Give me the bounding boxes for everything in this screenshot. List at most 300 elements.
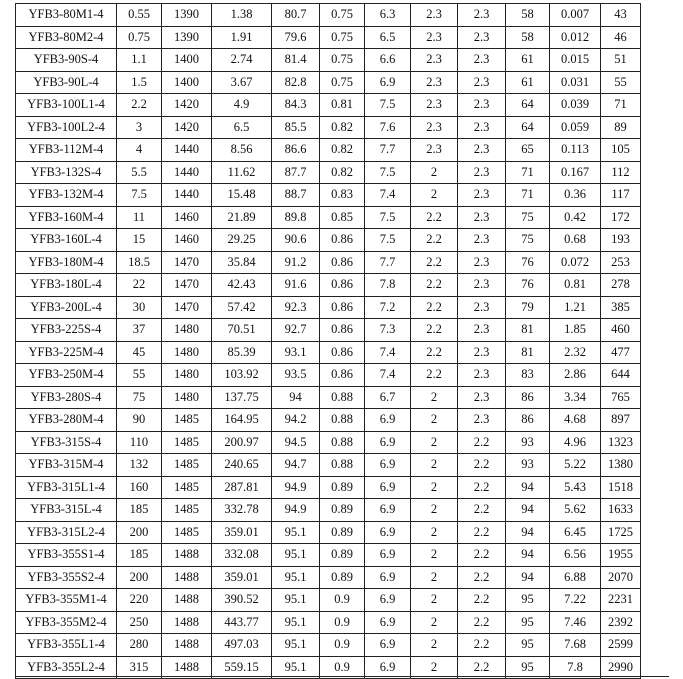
value-cell: 2.3 — [458, 386, 506, 409]
value-cell: 1633 — [601, 499, 641, 522]
value-cell: 0.82 — [320, 161, 365, 184]
value-cell: 2.2 — [411, 341, 458, 364]
value-cell: 0.012 — [550, 26, 601, 49]
value-cell: 90.6 — [272, 229, 320, 252]
value-cell: 1440 — [162, 139, 212, 162]
value-cell: 91.2 — [272, 251, 320, 274]
value-cell: 6.9 — [365, 499, 411, 522]
value-cell: 2.3 — [458, 71, 506, 94]
model-cell: YFB3-132S-4 — [16, 161, 117, 184]
value-cell: 75 — [506, 206, 550, 229]
table-row — [16, 386, 641, 409]
value-cell: 7.4 — [365, 341, 411, 364]
table-row — [16, 206, 641, 229]
table-row — [16, 589, 641, 612]
table-row — [16, 26, 641, 49]
model-cell: YFB3-132M-4 — [16, 184, 117, 207]
value-cell: 2.3 — [411, 139, 458, 162]
model-cell: YFB3-200L-4 — [16, 296, 117, 319]
model-cell: YFB3-100L2-4 — [16, 116, 117, 139]
table-row — [16, 364, 641, 387]
value-cell: 5.43 — [550, 476, 601, 499]
value-cell: 6.9 — [365, 409, 411, 432]
value-cell: 58 — [506, 26, 550, 49]
value-cell: 15.48 — [212, 184, 272, 207]
value-cell: 1420 — [162, 94, 212, 117]
value-cell: 2 — [411, 409, 458, 432]
value-cell: 1485 — [162, 521, 212, 544]
value-cell: 0.81 — [320, 94, 365, 117]
value-cell: 1390 — [162, 26, 212, 49]
value-cell: 200 — [117, 566, 162, 589]
value-cell: 6.9 — [365, 656, 411, 679]
value-cell: 2.3 — [411, 71, 458, 94]
value-cell: 0.86 — [320, 319, 365, 342]
value-cell: 2.2 — [458, 566, 506, 589]
value-cell: 6.9 — [365, 71, 411, 94]
value-cell: 4.96 — [550, 431, 601, 454]
model-cell: YFB3-160L-4 — [16, 229, 117, 252]
value-cell: 2599 — [601, 634, 641, 657]
value-cell: 0.89 — [320, 499, 365, 522]
value-cell: 559.15 — [212, 656, 272, 679]
value-cell: 1480 — [162, 319, 212, 342]
value-cell: 1518 — [601, 476, 641, 499]
value-cell: 7.4 — [365, 184, 411, 207]
value-cell: 0.68 — [550, 229, 601, 252]
value-cell: 385 — [601, 296, 641, 319]
value-cell: 7.5 — [365, 161, 411, 184]
value-cell: 2990 — [601, 656, 641, 679]
model-cell: YFB3-355S2-4 — [16, 566, 117, 589]
value-cell: 2.2 — [411, 319, 458, 342]
value-cell: 2 — [411, 161, 458, 184]
model-cell: YFB3-355L1-4 — [16, 634, 117, 657]
value-cell: 7.8 — [550, 656, 601, 679]
value-cell: 0.36 — [550, 184, 601, 207]
value-cell: 2.3 — [458, 364, 506, 387]
value-cell: 37 — [117, 319, 162, 342]
value-cell: 1480 — [162, 364, 212, 387]
value-cell: 2231 — [601, 589, 641, 612]
value-cell: 253 — [601, 251, 641, 274]
value-cell: 21.89 — [212, 206, 272, 229]
value-cell: 1390 — [162, 4, 212, 27]
value-cell: 2.3 — [458, 229, 506, 252]
table-row — [16, 319, 641, 342]
value-cell: 45 — [117, 341, 162, 364]
value-cell: 477 — [601, 341, 641, 364]
value-cell: 2.3 — [458, 139, 506, 162]
value-cell: 1470 — [162, 274, 212, 297]
value-cell: 2.3 — [458, 94, 506, 117]
table-row — [16, 611, 641, 634]
model-cell: YFB3-280S-4 — [16, 386, 117, 409]
value-cell: 0.85 — [320, 206, 365, 229]
value-cell: 0.059 — [550, 116, 601, 139]
value-cell: 7.7 — [365, 251, 411, 274]
value-cell: 1460 — [162, 206, 212, 229]
value-cell: 95.1 — [272, 566, 320, 589]
value-cell: 0.86 — [320, 341, 365, 364]
value-cell: 200 — [117, 521, 162, 544]
value-cell: 7.4 — [365, 364, 411, 387]
value-cell: 1485 — [162, 409, 212, 432]
table-row — [16, 251, 641, 274]
value-cell: 57.42 — [212, 296, 272, 319]
value-cell: 30 — [117, 296, 162, 319]
model-cell: YFB3-315L-4 — [16, 499, 117, 522]
value-cell: 2.74 — [212, 49, 272, 72]
value-cell: 0.86 — [320, 364, 365, 387]
value-cell: 1485 — [162, 476, 212, 499]
value-cell: 0.86 — [320, 251, 365, 274]
value-cell: 88.7 — [272, 184, 320, 207]
value-cell: 58 — [506, 4, 550, 27]
value-cell: 359.01 — [212, 566, 272, 589]
value-cell: 1460 — [162, 229, 212, 252]
value-cell: 95 — [506, 656, 550, 679]
value-cell: 1323 — [601, 431, 641, 454]
value-cell: 89 — [601, 116, 641, 139]
value-cell: 64 — [506, 94, 550, 117]
table-row — [16, 296, 641, 319]
value-cell: 6.9 — [365, 566, 411, 589]
model-cell: YFB3-355S1-4 — [16, 544, 117, 567]
value-cell: 2.3 — [411, 26, 458, 49]
value-cell: 278 — [601, 274, 641, 297]
table-row — [16, 499, 641, 522]
value-cell: 46 — [601, 26, 641, 49]
value-cell: 92.7 — [272, 319, 320, 342]
value-cell: 2 — [411, 656, 458, 679]
value-cell: 2.3 — [458, 319, 506, 342]
value-cell: 55 — [601, 71, 641, 94]
value-cell: 172 — [601, 206, 641, 229]
value-cell: 2.2 — [458, 589, 506, 612]
value-cell: 0.86 — [320, 274, 365, 297]
value-cell: 93 — [506, 454, 550, 477]
value-cell: 94 — [506, 566, 550, 589]
model-cell: YFB3-90L-4 — [16, 71, 117, 94]
model-cell: YFB3-355L2-4 — [16, 656, 117, 679]
table-row — [16, 274, 641, 297]
value-cell: 0.86 — [320, 296, 365, 319]
value-cell: 70.51 — [212, 319, 272, 342]
table-row — [16, 431, 641, 454]
value-cell: 0.75 — [117, 26, 162, 49]
value-cell: 2 — [411, 544, 458, 567]
value-cell: 200.97 — [212, 431, 272, 454]
value-cell: 81.4 — [272, 49, 320, 72]
value-cell: 2.86 — [550, 364, 601, 387]
value-cell: 1.91 — [212, 26, 272, 49]
value-cell: 11 — [117, 206, 162, 229]
value-cell: 2.2 — [458, 454, 506, 477]
value-cell: 0.89 — [320, 521, 365, 544]
value-cell: 95.1 — [272, 589, 320, 612]
value-cell: 75 — [506, 229, 550, 252]
value-cell: 7.5 — [365, 206, 411, 229]
value-cell: 84.3 — [272, 94, 320, 117]
table-row — [16, 161, 641, 184]
value-cell: 2 — [411, 476, 458, 499]
value-cell: 7.5 — [117, 184, 162, 207]
model-cell: YFB3-355M1-4 — [16, 589, 117, 612]
value-cell: 94.9 — [272, 499, 320, 522]
value-cell: 6.88 — [550, 566, 601, 589]
value-cell: 765 — [601, 386, 641, 409]
value-cell: 76 — [506, 274, 550, 297]
value-cell: 193 — [601, 229, 641, 252]
value-cell: 3 — [117, 116, 162, 139]
value-cell: 5.5 — [117, 161, 162, 184]
value-cell: 112 — [601, 161, 641, 184]
value-cell: 315 — [117, 656, 162, 679]
value-cell: 75 — [117, 386, 162, 409]
value-cell: 94 — [506, 499, 550, 522]
value-cell: 0.9 — [320, 611, 365, 634]
value-cell: 2.2 — [458, 544, 506, 567]
value-cell: 2.2 — [411, 274, 458, 297]
value-cell: 4 — [117, 139, 162, 162]
model-cell: YFB3-225S-4 — [16, 319, 117, 342]
value-cell: 1400 — [162, 71, 212, 94]
value-cell: 117 — [601, 184, 641, 207]
value-cell: 2 — [411, 566, 458, 589]
value-cell: 2.3 — [411, 94, 458, 117]
table-row — [16, 476, 641, 499]
model-cell: YFB3-100L1-4 — [16, 94, 117, 117]
value-cell: 64 — [506, 116, 550, 139]
value-cell: 1480 — [162, 341, 212, 364]
value-cell: 1470 — [162, 251, 212, 274]
value-cell: 93.5 — [272, 364, 320, 387]
value-cell: 2.2 — [458, 634, 506, 657]
value-cell: 0.75 — [320, 4, 365, 27]
value-cell: 2.32 — [550, 341, 601, 364]
value-cell: 95.1 — [272, 634, 320, 657]
value-cell: 86 — [506, 409, 550, 432]
value-cell: 71 — [506, 161, 550, 184]
value-cell: 94.5 — [272, 431, 320, 454]
value-cell: 6.5 — [212, 116, 272, 139]
value-cell: 3.67 — [212, 71, 272, 94]
value-cell: 390.52 — [212, 589, 272, 612]
model-cell: YFB3-315L1-4 — [16, 476, 117, 499]
table-row — [16, 71, 641, 94]
value-cell: 2.3 — [458, 184, 506, 207]
value-cell: 86 — [506, 386, 550, 409]
value-cell: 1485 — [162, 431, 212, 454]
model-cell: YFB3-160M-4 — [16, 206, 117, 229]
value-cell: 80.7 — [272, 4, 320, 27]
value-cell: 76 — [506, 251, 550, 274]
value-cell: 7.7 — [365, 139, 411, 162]
value-cell: 1955 — [601, 544, 641, 567]
value-cell: 93.1 — [272, 341, 320, 364]
model-cell: YFB3-225M-4 — [16, 341, 117, 364]
value-cell: 220 — [117, 589, 162, 612]
value-cell: 2.3 — [458, 49, 506, 72]
value-cell: 0.89 — [320, 544, 365, 567]
value-cell: 95 — [506, 634, 550, 657]
value-cell: 2.3 — [458, 161, 506, 184]
value-cell: 332.78 — [212, 499, 272, 522]
value-cell: 61 — [506, 49, 550, 72]
value-cell: 1485 — [162, 454, 212, 477]
table-row — [16, 521, 641, 544]
value-cell: 1480 — [162, 386, 212, 409]
value-cell: 1400 — [162, 49, 212, 72]
value-cell: 6.9 — [365, 476, 411, 499]
value-cell: 51 — [601, 49, 641, 72]
value-cell: 1.1 — [117, 49, 162, 72]
value-cell: 103.92 — [212, 364, 272, 387]
value-cell: 0.88 — [320, 454, 365, 477]
value-cell: 0.072 — [550, 251, 601, 274]
model-cell: YFB3-355M2-4 — [16, 611, 117, 634]
value-cell: 7.22 — [550, 589, 601, 612]
value-cell: 3.34 — [550, 386, 601, 409]
value-cell: 79 — [506, 296, 550, 319]
value-cell: 82.8 — [272, 71, 320, 94]
value-cell: 2 — [411, 611, 458, 634]
value-cell: 15 — [117, 229, 162, 252]
value-cell: 95.1 — [272, 521, 320, 544]
table-row — [16, 94, 641, 117]
value-cell: 185 — [117, 544, 162, 567]
value-cell: 2 — [411, 431, 458, 454]
value-cell: 2.3 — [458, 26, 506, 49]
table-row — [16, 409, 641, 432]
value-cell: 43 — [601, 4, 641, 27]
value-cell: 85.5 — [272, 116, 320, 139]
value-cell: 65 — [506, 139, 550, 162]
value-cell: 6.5 — [365, 26, 411, 49]
value-cell: 95 — [506, 589, 550, 612]
value-cell: 2.3 — [458, 274, 506, 297]
value-cell: 11.62 — [212, 161, 272, 184]
value-cell: 2 — [411, 521, 458, 544]
value-cell: 1725 — [601, 521, 641, 544]
value-cell: 1488 — [162, 611, 212, 634]
value-cell: 110 — [117, 431, 162, 454]
value-cell: 6.56 — [550, 544, 601, 567]
value-cell: 1.5 — [117, 71, 162, 94]
value-cell: 5.62 — [550, 499, 601, 522]
value-cell: 0.039 — [550, 94, 601, 117]
value-cell: 160 — [117, 476, 162, 499]
model-cell: YFB3-280M-4 — [16, 409, 117, 432]
value-cell: 22 — [117, 274, 162, 297]
value-cell: 1.85 — [550, 319, 601, 342]
value-cell: 1488 — [162, 566, 212, 589]
value-cell: 2.2 — [411, 296, 458, 319]
value-cell: 0.55 — [117, 4, 162, 27]
value-cell: 42.43 — [212, 274, 272, 297]
table-row — [16, 634, 641, 657]
value-cell: 6.45 — [550, 521, 601, 544]
value-cell: 2.2 — [458, 476, 506, 499]
value-cell: 55 — [117, 364, 162, 387]
value-cell: 132 — [117, 454, 162, 477]
value-cell: 0.75 — [320, 26, 365, 49]
value-cell: 4.68 — [550, 409, 601, 432]
value-cell: 6.7 — [365, 386, 411, 409]
value-cell: 61 — [506, 71, 550, 94]
value-cell: 95.1 — [272, 611, 320, 634]
model-cell: YFB3-315S-4 — [16, 431, 117, 454]
value-cell: 71 — [506, 184, 550, 207]
motor-spec-table — [15, 3, 641, 679]
model-cell: YFB3-112M-4 — [16, 139, 117, 162]
value-cell: 7.5 — [365, 94, 411, 117]
value-cell: 0.82 — [320, 116, 365, 139]
value-cell: 7.2 — [365, 296, 411, 319]
value-cell: 18.5 — [117, 251, 162, 274]
value-cell: 250 — [117, 611, 162, 634]
value-cell: 86.6 — [272, 139, 320, 162]
model-cell: YFB3-315L2-4 — [16, 521, 117, 544]
value-cell: 7.5 — [365, 229, 411, 252]
value-cell: 1440 — [162, 184, 212, 207]
value-cell: 137.75 — [212, 386, 272, 409]
value-cell: 92.3 — [272, 296, 320, 319]
model-cell: YFB3-315M-4 — [16, 454, 117, 477]
value-cell: 94 — [506, 544, 550, 567]
value-cell: 83 — [506, 364, 550, 387]
value-cell: 7.68 — [550, 634, 601, 657]
value-cell: 2.3 — [411, 116, 458, 139]
value-cell: 29.25 — [212, 229, 272, 252]
value-cell: 2.2 — [411, 251, 458, 274]
value-cell: 2.2 — [411, 364, 458, 387]
value-cell: 0.75 — [320, 71, 365, 94]
value-cell: 1440 — [162, 161, 212, 184]
value-cell: 1380 — [601, 454, 641, 477]
value-cell: 2.2 — [458, 499, 506, 522]
value-cell: 2392 — [601, 611, 641, 634]
value-cell: 7.6 — [365, 116, 411, 139]
value-cell: 0.81 — [550, 274, 601, 297]
value-cell: 94.7 — [272, 454, 320, 477]
value-cell: 6.9 — [365, 589, 411, 612]
value-cell: 2 — [411, 634, 458, 657]
value-cell: 79.6 — [272, 26, 320, 49]
value-cell: 280 — [117, 634, 162, 657]
value-cell: 897 — [601, 409, 641, 432]
value-cell: 91.6 — [272, 274, 320, 297]
value-cell: 94.9 — [272, 476, 320, 499]
value-cell: 2 — [411, 184, 458, 207]
value-cell: 460 — [601, 319, 641, 342]
value-cell: 6.9 — [365, 634, 411, 657]
value-cell: 0.82 — [320, 139, 365, 162]
value-cell: 81 — [506, 341, 550, 364]
value-cell: 105 — [601, 139, 641, 162]
value-cell: 0.167 — [550, 161, 601, 184]
value-cell: 85.39 — [212, 341, 272, 364]
value-cell: 2 — [411, 499, 458, 522]
value-cell: 2 — [411, 386, 458, 409]
value-cell: 95.1 — [272, 544, 320, 567]
table-row — [16, 116, 641, 139]
value-cell: 95.1 — [272, 656, 320, 679]
table-row — [16, 341, 641, 364]
value-cell: 2.2 — [411, 206, 458, 229]
value-cell: 95 — [506, 611, 550, 634]
